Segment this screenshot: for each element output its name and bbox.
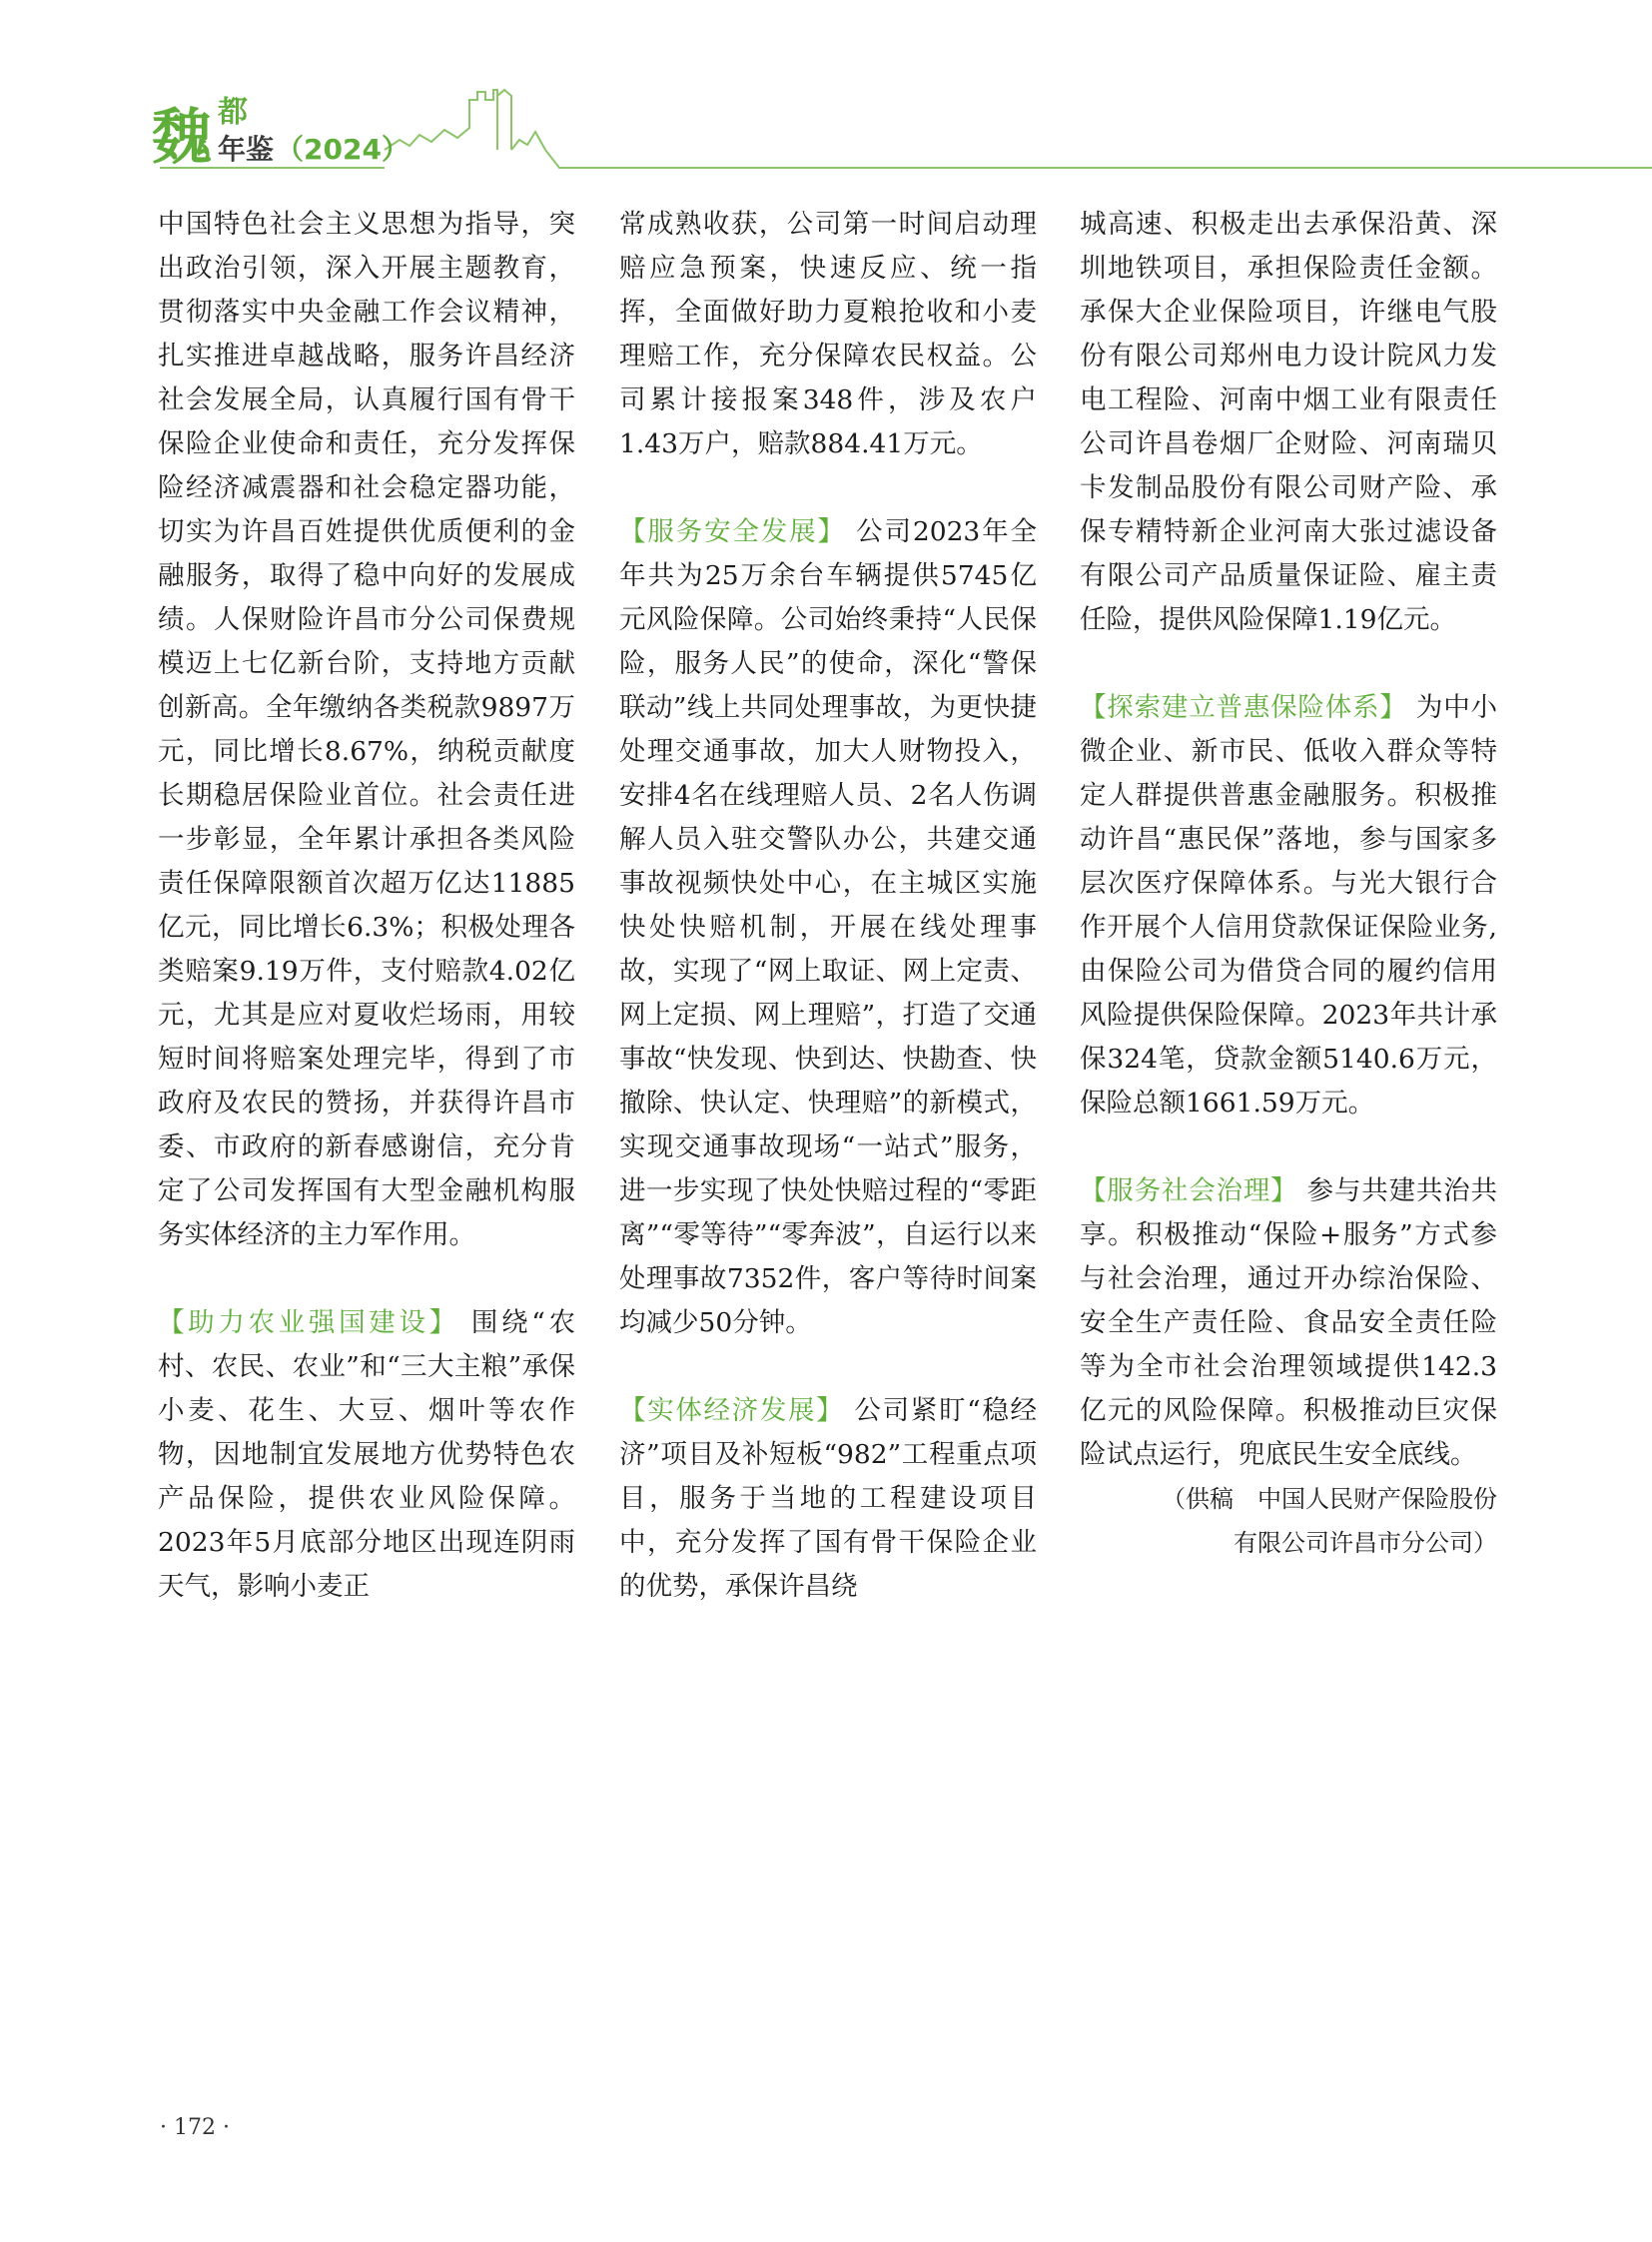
logo-main-glyph: 魏 bbox=[152, 103, 210, 173]
paragraph-text: 城高速、积极走出去承保沿黄、深圳地铁项目，承担保险责任金额。承保大企业保险项目，许继电气股份有限公司郑州电力设计院风力发电工程险、河南中烟工业有限责任公司许昌卷烟厂企财险、河南瑞贝卡发制品股份有限公司财产险、承保专精特新企业河南大张过滤设备有限公司产品质量保证险、雇主责任险，提供风险保障1.19亿元。 bbox=[1080, 209, 1497, 635]
paragraph bbox=[1080, 1169, 1497, 1477]
credit-line: （供稿 中国人民财产保险股份 bbox=[1162, 1485, 1497, 1513]
paragraph bbox=[1080, 203, 1497, 642]
logo-sub-glyph: 都 bbox=[218, 95, 248, 130]
paragraph-text: 围绕“农村、农民、农业”和“三大主粮”承保小麦、花生、大豆、烟叶等农作物，因地制宜发展地方优势特色农产品保险，提供农业风险保障。2023年5月底部分地区出现连阴雨天气，影响小麦正 bbox=[158, 1307, 575, 1602]
paragraph-text: 中国特色社会主义思想为指导，突出政治引领，深入开展主题教育，贯彻落实中央金融工作会议精神，扎实推进卓越战略，服务许昌经济社会发展全局，认真履行国有骨干保险企业使命和责任，充分发挥保险经济减震器和社会稳定器功能，切实为许昌百姓提供优质便利的金融服务，取得了稳中向好的发展成绩。人保财险许昌市分公司保费规模迈上七亿新台阶，支持地方贡献创新高。全年缴纳各类税款9897万元，同比增长8.67%，纳税贡献度长期稳居保险业首位。社会责任进一步彰显，全年累计承担各类风险责任保障限额首次超万亿达11885亿元，同比增长6.3%；积极处理各类赔案9.19万件，支付赔款4.02亿元，尤其是应对夏收烂场雨，用较短时间将赔案处理完毕，得到了市政府及农民的赞扬，并获得许昌市委、市政府的新春感谢信，充分肯定了公司发挥国有大型金融机构服务实体经济的主力军作用。 bbox=[158, 209, 575, 1250]
paragraph bbox=[619, 1389, 1037, 1609]
page-number: · 172 · bbox=[160, 2115, 230, 2140]
paragraph-text: 公司2023年全年共为25万余台车辆提供5745亿元风险保障。公司始终秉持“人民保险，服务人民”的使命，深化“警保联动”线上共同处理事故，为更快捷处理交通事故，加大人财物投入，安排4名在线理赔人员、2名人伤调解人员入驻交警队办公，共建交通事故视频快处中心，在主城区实施快处快赔机制，开展在线处理事故，实现了“网上取证、网上定责、网上定损、网上理赔”，打造了交通事故“快发现、快到达、快勘查、快撤除、快认定、快理赔”的新模式，实现交通事故现场“一站式”服务，进一步实现了快处快赔过程的“零距离”“零等待”“零奔波”，自运行以来处理事故7352件，客户等待时间案均减少50分钟。 bbox=[619, 516, 1038, 1338]
section-heading: 【助力农业强国建设】 bbox=[158, 1307, 459, 1338]
paragraph-text: 为中小微企业、新市民、低收入群众等特定人群提供普惠金融服务。积极推动许昌“惠民保”落地，参与国家多层次医疗保障体系。与光大银行合作开展个人信用贷款保证保险业务,由保险公司为借贷合同的履约信用风险提供保险保障。2023年共计承保324笔，贷款金额5140.6万元，保险总额1661.59万元。 bbox=[1080, 692, 1497, 1119]
section-heading: 【服务社会治理】 bbox=[1080, 1175, 1298, 1206]
paragraph-text: 公司紧盯“稳经济”项目及补短板“982”工程重点项目，服务于当地的工程建设项目中，充分发挥了国有骨干保险企业的优势，承保许昌绕 bbox=[619, 1395, 1037, 1602]
paragraph-text: 参与共建共治共享。积极推动“保险+服务”方式参与社会治理，通过开办综治保险、安全生产责任险、食品安全责任险等为全市社会治理领域提供142.3亿元的风险保障。积极推动巨灾保险试点运行，兜底民生安全底线。 bbox=[1080, 1175, 1497, 1470]
section-heading: 【实体经济发展】 bbox=[619, 1395, 845, 1426]
column-2 bbox=[619, 203, 1037, 1609]
yearbook-year: （2024） bbox=[276, 133, 410, 166]
paragraph-text: 常成熟收获，公司第一时间启动理赔应急预案，快速反应、统一指挥，全面做好助力夏粮抢收和小麦理赔工作，充分保障农民权益。公司累计接报案348件，涉及农户1.43万户，赔款884.41万元。 bbox=[619, 209, 1037, 459]
column-3 bbox=[1080, 203, 1497, 1565]
section-heading: 【服务安全发展】 bbox=[619, 516, 846, 547]
section-heading: 【探索建立普惠保险体系】 bbox=[1080, 692, 1407, 723]
paragraph bbox=[1080, 686, 1497, 1125]
paragraph bbox=[619, 203, 1037, 466]
paragraph bbox=[158, 1301, 575, 1609]
paragraph bbox=[619, 510, 1037, 1345]
paragraph bbox=[158, 203, 575, 1257]
page-header bbox=[0, 0, 1652, 180]
contributor-credit bbox=[1080, 1477, 1497, 1565]
column-1 bbox=[158, 203, 575, 1609]
yearbook-label: 年鉴 bbox=[218, 133, 275, 166]
credit-line: 有限公司许昌市分公司） bbox=[1234, 1529, 1497, 1557]
